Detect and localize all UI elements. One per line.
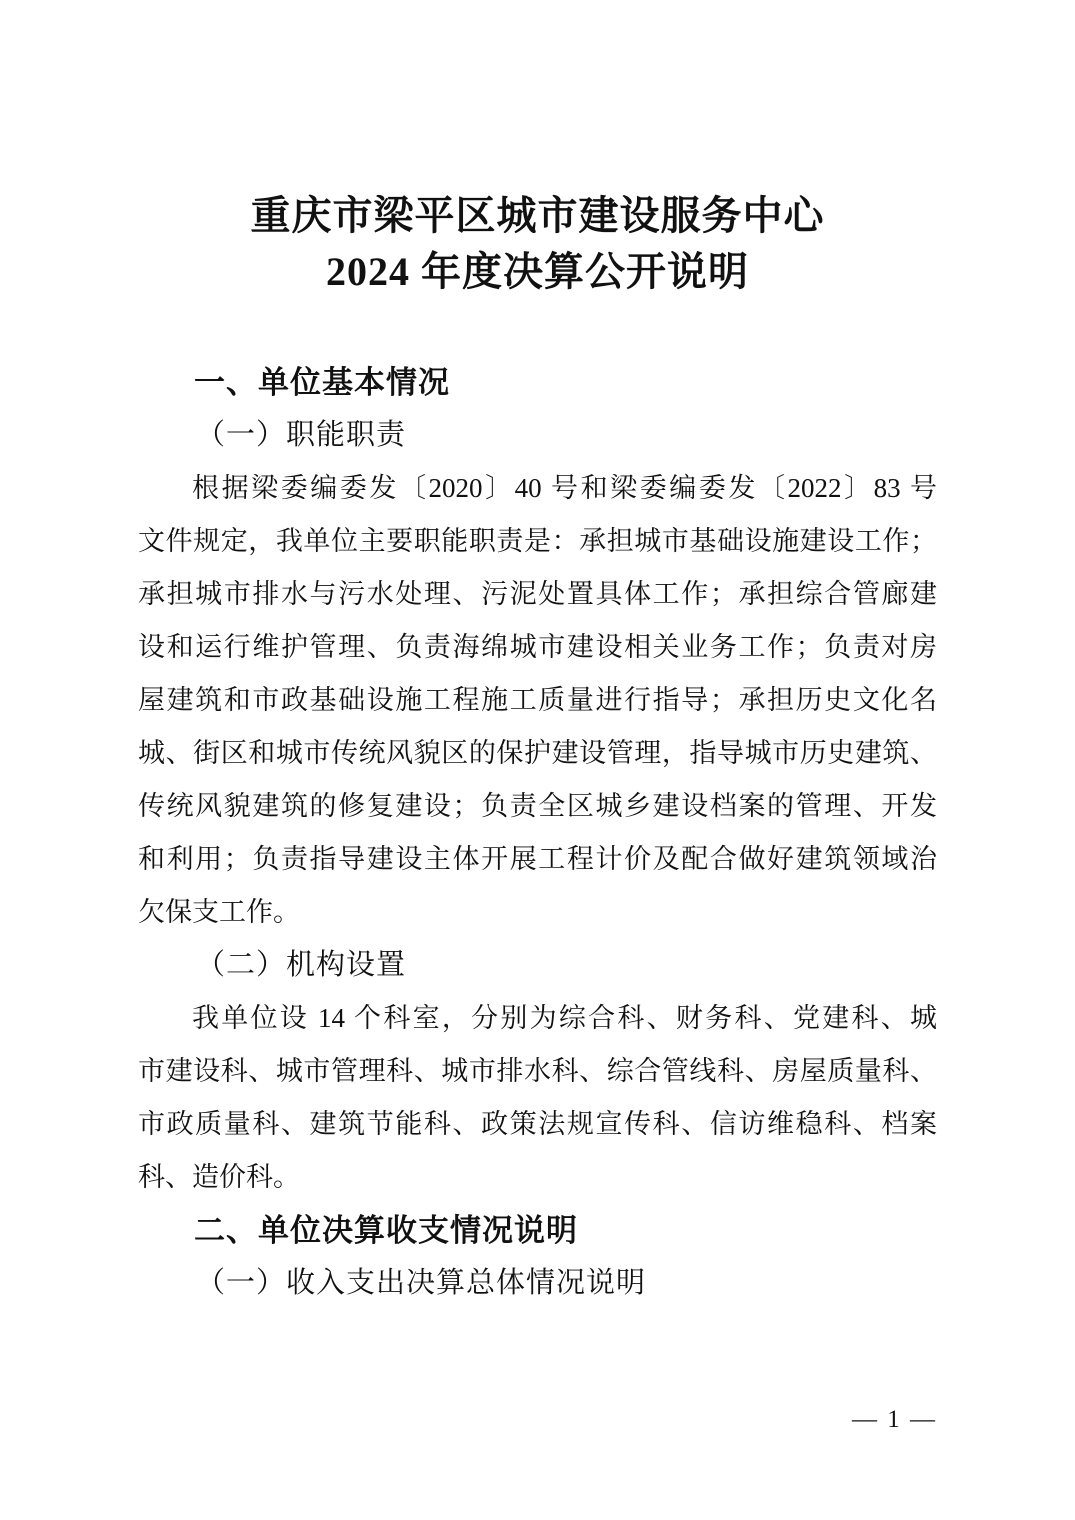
paragraph-line: 承担城市排水与污水处理、污泥处置具体工作；承担综合管廊建 <box>138 579 937 609</box>
paragraph-line: 传统风貌建筑的修复建设；负责全区城乡建设档案的管理、开发 <box>138 791 937 821</box>
section-1-sub-1-paragraph <box>138 462 937 939</box>
section-1-heading: 一、单位基本情况 <box>194 365 450 400</box>
section-2-heading: 二、单位决算收支情况说明 <box>194 1213 578 1248</box>
section-1-sub-2-heading: （二）机构设置 <box>196 949 407 981</box>
document-title <box>0 0 1075 300</box>
paragraph-line: 我单位设 14 个科室，分别为综合科、财务科、党建科、城 <box>192 1003 937 1033</box>
paragraph-line: 和利用；负责指导建设主体开展工程计价及配合做好建筑领域治 <box>138 844 937 874</box>
document-title-line-1: 重庆市梁平区城市建设服务中心 <box>250 193 825 238</box>
paragraph-line: 科、造价科。 <box>138 1162 300 1192</box>
paragraph-line: 文件规定，我单位主要职能职责是：承担城市基础设施建设工作； <box>138 526 937 556</box>
document-body <box>138 356 937 1310</box>
section-1-sub-2-paragraph <box>138 992 937 1204</box>
document-title-line-2: 2024 年度决算公开说明 <box>326 249 749 294</box>
section-1-sub-1-heading: （一）职能职责 <box>196 419 407 451</box>
paragraph-line: 根据梁委编委发〔2020〕40 号和梁委编委发〔2022〕83 号 <box>192 473 937 503</box>
paragraph-line: 市建设科、城市管理科、城市排水科、综合管线科、房屋质量科、 <box>138 1056 937 1086</box>
footer-page-number: — 1 — <box>852 1406 937 1433</box>
paragraph-line: 屋建筑和市政基础设施工程施工质量进行指导；承担历史文化名 <box>138 685 937 715</box>
paragraph-line: 城、街区和城市传统风貌区的保护建设管理，指导城市历史建筑、 <box>138 738 937 768</box>
paragraph-line: 欠保支工作。 <box>138 897 300 927</box>
paragraph-line: 市政质量科、建筑节能科、政策法规宣传科、信访维稳科、档案 <box>138 1109 937 1139</box>
paragraph-line: 设和运行维护管理、负责海绵城市建设相关业务工作；负责对房 <box>138 632 937 662</box>
section-2-sub-1-heading: （一）收入支出决算总体情况说明 <box>196 1267 647 1299</box>
